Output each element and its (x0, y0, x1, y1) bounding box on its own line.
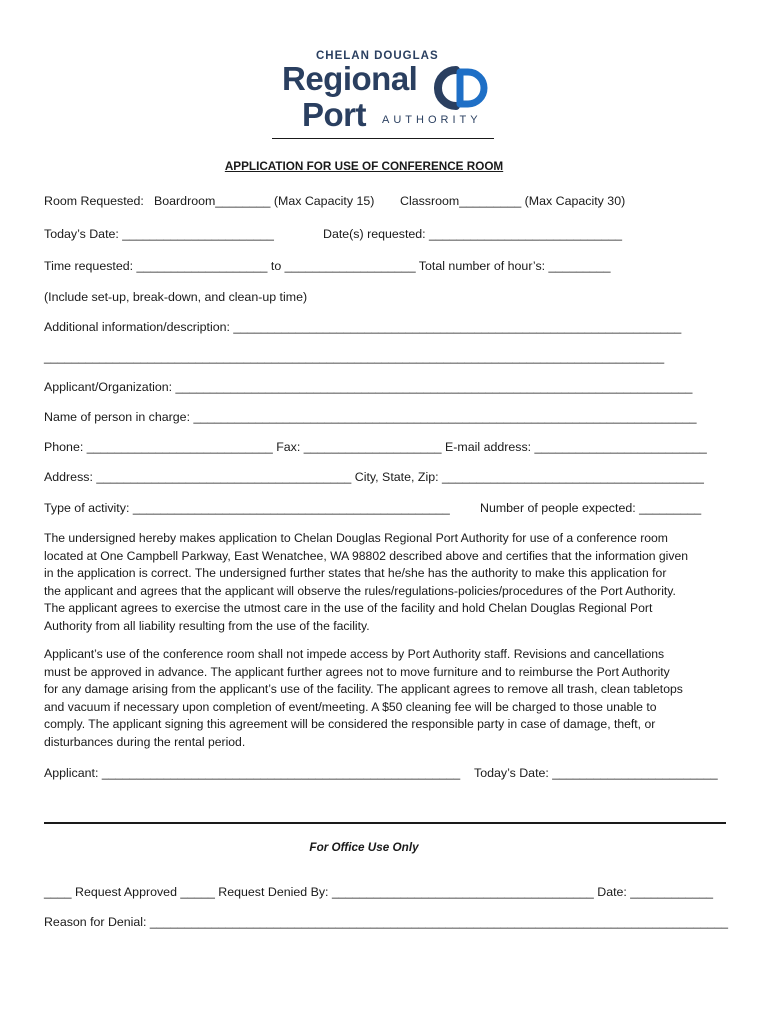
additional-info-field[interactable]: Additional information/description: _________________________________________________________________ (44, 320, 682, 334)
time-requested-field[interactable]: Time requested: ___________________ to ___________________ Total number of hour’s: _________ (44, 259, 611, 273)
paragraph-line: for any damage arising from the applicant’s use of the facility. The applicant agrees to remove all trash, clean tabletops (44, 682, 683, 697)
logo-org-small: CHELAN DOUGLAS (316, 50, 439, 62)
paragraph-line: The applicant agrees to exercise the utmost care in the use of the facility and hold Chelan Douglas Regional Port (44, 601, 653, 616)
paragraph-line: located at One Campbell Parkway, East Wenatchee, WA 98802 described above and certifies that the information given (44, 548, 689, 563)
include-note: (Include set-up, break-down, and clean-up time) (44, 290, 308, 304)
type-of-activity-field[interactable]: Type of activity: ______________________________________________ (44, 501, 450, 515)
address-city-field[interactable]: Address: _____________________________________ City, State, Zip: ______________________________________ (44, 470, 704, 484)
paragraph-line: Applicant’s use of the conference room shall not impede access by Port Authority staff. Revisions and cancellations (44, 647, 665, 661)
phone-fax-email-field[interactable]: Phone: ___________________________ Fax: ____________________ E-mail address: _________________________ (44, 440, 707, 454)
paragraph-line: disturbances during the rental period. (44, 734, 246, 749)
agreement-paragraph-1 (44, 530, 724, 636)
people-expected-field[interactable]: Number of people expected: _________ (480, 501, 702, 515)
additional-info-line2[interactable]: __________________________________________________________________________________________ (44, 350, 665, 364)
todays-date-field[interactable]: Today’s Date: ______________________ (44, 227, 274, 241)
dates-requested-field[interactable]: Date(s) requested: ____________________________ (323, 227, 623, 241)
applicant-signature-field[interactable]: Applicant: ____________________________________________________ (44, 766, 461, 780)
paragraph-line: must be approved in advance. The applicant further agrees not to move furniture and to reimburse the Port Authority (44, 664, 670, 679)
paragraph-line: comply. The applicant signing this agreement will be considered the responsible party in case of damage, theft, or (44, 717, 656, 732)
room-requested-label: Room Requested: (44, 194, 144, 208)
paragraph-line: the applicant and agrees that the applicant will observe the rules/regulations-policies/procedures of the Port Authority. (44, 583, 676, 598)
paragraph-line: The undersigned hereby makes application to Chelan Douglas Regional Port Authority for use of a conference room (44, 531, 668, 545)
port-authority-logo (276, 50, 496, 142)
applicant-organization-field[interactable]: Applicant/Organization: ___________________________________________________________________________ (44, 380, 693, 394)
classroom-field[interactable]: Classroom_________ (Max Capacity 30) (400, 194, 626, 208)
paragraph-line: in the application is correct. The undersigned further states that he/she has the authority to make this application for (44, 566, 667, 581)
signature-date-field[interactable]: Today’s Date: ________________________ (474, 766, 718, 780)
logo-org-line1: Regional (282, 60, 418, 97)
agreement-paragraph-2 (44, 646, 724, 752)
office-use-divider (44, 822, 726, 824)
office-use-heading: For Office Use Only (309, 840, 419, 854)
reason-for-denial-field[interactable]: Reason for Denial: ____________________________________________________________________________________ (44, 915, 729, 929)
person-in-charge-field[interactable]: Name of person in charge: _________________________________________________________________________ (44, 410, 697, 424)
boardroom-field[interactable]: Boardroom________ (Max Capacity 15) (154, 194, 375, 208)
paragraph-line: Authority from all liability resulting from the use of the facility. (44, 618, 370, 633)
form-title: APPLICATION FOR USE OF CONFERENCE ROOM (224, 159, 504, 173)
approval-line-field[interactable]: ____ Request Approved _____ Request Denied By: ______________________________________ Date: ____________ (44, 885, 713, 899)
logo-divider (272, 138, 494, 139)
cd-monogram-icon (434, 64, 488, 112)
paragraph-line: and vacuum if necessary upon completion of event/meeting. A $50 cleaning fee will be charged to those unable to (44, 699, 657, 714)
logo-org-line3: AUTHORITY (382, 114, 482, 126)
logo-org-line2: Port (302, 96, 366, 133)
